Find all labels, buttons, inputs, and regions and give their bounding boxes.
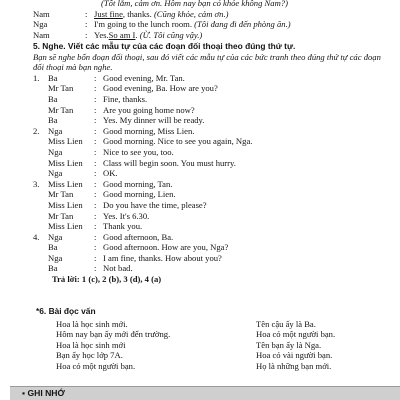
speaker: Mr Tan	[48, 189, 74, 200]
footer-label: GHI NHỚ	[27, 388, 65, 398]
top-translation-line: (Tốt lắm, cảm ơn. Hôm nay bạn có khỏe không Nam?)	[101, 0, 288, 8]
colon: :	[94, 83, 97, 94]
speaker: Miss Lien	[48, 199, 83, 210]
speaker: Mr Tan	[48, 83, 74, 94]
colon: :	[94, 168, 97, 179]
speaker: Miss Lien	[48, 221, 83, 232]
section-5-title: 5. Nghe. Viết các mẫu tự của các đoạn đối thoại theo đúng thứ tự.	[33, 41, 296, 51]
dialogue-line	[0, 189, 400, 200]
conversation-number	[0, 105, 48, 116]
line-text: I'm going to the lunch room.	[94, 19, 192, 30]
dialogue-line	[0, 253, 400, 264]
section-5-intro: Bạn sẽ nghe bốn đoạn đối thoại, sau đó viết các mẫu tự của các bức tranh theo đúng thứ tự các đoạn đối thoại mà bạn nghe.	[33, 51, 381, 73]
top-dialogue: (Tốt lắm, cảm ơn. Hôm nay bạn có khỏe không Nam?) Nam : Just fine , thanks. (Cũng khỏe, cảm ơn.) Nga : I'm going to the lunch room. (Tôi đang đi đến phòng ăn.) Nam : Yes. So am I . (Ừ. Tôi cũng vậy.)	[33, 0, 291, 40]
speaker: Nam	[33, 8, 50, 19]
line-text: Good morning, Tan.	[103, 178, 173, 189]
conversation-number	[0, 211, 48, 222]
colon: :	[94, 199, 97, 210]
passage-line-left: Hôm nay bạn ấy mới đến trường.	[56, 329, 171, 340]
dialogue-line	[0, 126, 400, 137]
conversation-number	[0, 115, 48, 126]
passage-line-left: Hoa là học sinh mới	[56, 339, 126, 350]
colon: :	[94, 231, 97, 242]
passage-line-right: Hoa có một người bạn.	[256, 329, 336, 340]
colon: :	[94, 189, 97, 200]
colon: :	[94, 115, 97, 126]
speaker: Ba	[48, 72, 58, 83]
line-text: Thank you.	[103, 221, 143, 232]
colon: :	[94, 136, 97, 147]
speaker: Nga	[48, 146, 63, 157]
speaker: Miss Lien	[48, 136, 83, 147]
underlined-phrase: So am I	[108, 29, 136, 40]
passage-line-right: Hoa có vài người bạn.	[256, 350, 333, 361]
conversation-number	[0, 242, 48, 253]
conversation-number	[0, 83, 48, 94]
line-text: Good evening, Mr. Tan.	[103, 72, 185, 83]
colon: :	[94, 125, 97, 136]
answer-line	[0, 274, 400, 285]
colon: :	[94, 178, 97, 189]
conversation-number: 3.	[33, 178, 40, 189]
line-text: Nice to see you, too.	[103, 146, 174, 157]
speaker: Nga	[33, 19, 48, 30]
passage-line-left: Hoa là học sinh mới.	[56, 318, 128, 329]
dialogue-line	[0, 115, 400, 126]
dialogue-line	[0, 105, 400, 116]
conversation-number	[0, 221, 48, 232]
speaker: Ba	[48, 93, 58, 104]
dialogue-line	[0, 94, 400, 105]
colon: :	[94, 93, 97, 104]
conversation-number	[0, 94, 48, 105]
line-text: Class will begin soon. You must hurry.	[103, 157, 236, 168]
speaker: Mr Tan	[48, 210, 74, 221]
translation: (Tôi đang đi đến phòng ăn.)	[194, 19, 291, 30]
passage-line-right: Họ là những bạn mới.	[256, 360, 332, 371]
line-text: Yes. My dinner will be ready.	[103, 115, 205, 126]
line-text: Good afternoon, Ba.	[103, 231, 174, 242]
conversation-number: 1.	[33, 72, 40, 83]
speaker: Mr Tan	[48, 104, 74, 115]
speaker: Nga	[48, 231, 63, 242]
passage-line-left: Hoa có một người bạn.	[56, 360, 136, 371]
speaker: Ba	[48, 115, 58, 126]
conversation-list	[0, 73, 400, 274]
dialogue-line	[0, 136, 400, 147]
line-text: , thanks.	[122, 8, 152, 19]
conversation-number: 4.	[33, 231, 40, 242]
conversation-number	[0, 263, 48, 274]
dialogue-line	[0, 242, 400, 253]
colon: :	[94, 221, 97, 232]
line-text: Good morning, Miss Lien.	[103, 125, 195, 136]
section-5	[0, 41, 400, 285]
dialogue-line	[0, 211, 400, 222]
passage-line-left: Bạn ấy học lớp 7A.	[56, 350, 123, 361]
line-text: Good evening, Ba. How are you?	[103, 83, 218, 94]
answer-value: 1 (c), 2 (b), 3 (d), 4 (a)	[81, 274, 162, 285]
line-text: Yes. It's 6.30.	[103, 210, 150, 221]
line-text: Good morning. Nice to see you again, Nga.	[103, 136, 253, 147]
colon: :	[94, 242, 97, 253]
conversation-number	[0, 189, 48, 200]
footer-bar	[10, 386, 400, 400]
translation: (Cũng khỏe, cảm ơn.)	[153, 8, 229, 19]
conversation-number	[0, 136, 48, 147]
colon: :	[94, 72, 97, 83]
colon: :	[94, 263, 97, 274]
speaker: Nga	[48, 168, 63, 179]
dialogue-line	[0, 83, 400, 94]
conversation-number: 2.	[33, 125, 40, 136]
section-6-title: *6. Bài đọc vấn	[36, 306, 96, 316]
line-text: Good afternoon. How are you, Nga?	[103, 242, 229, 253]
dialogue-line	[0, 200, 400, 211]
line-text: Do you have the time, please?	[103, 199, 207, 210]
passage-line-right: Tên cậu ấy là Ba.	[256, 318, 316, 329]
dialogue-line	[0, 147, 400, 158]
dialogue-line	[0, 179, 400, 190]
conversation-number	[0, 158, 48, 169]
reading-passage	[0, 319, 400, 372]
conversation-number	[0, 147, 48, 158]
bullet-icon: ▪	[22, 388, 26, 398]
underlined-phrase: Just fine	[94, 8, 123, 19]
section-6	[0, 306, 400, 372]
speaker: Nga	[48, 125, 63, 136]
dialogue-line	[0, 221, 400, 232]
speaker: Ba	[48, 242, 58, 253]
dialogue-line	[0, 232, 400, 243]
conversation-number	[0, 168, 48, 179]
translation: (Ừ. Tôi cũng vậy.)	[139, 29, 203, 40]
speaker: Miss Lien	[48, 157, 83, 168]
line-text: I am fine, thanks. How about you?	[103, 252, 222, 263]
speaker: Ba	[48, 263, 58, 274]
line-text: Fine, thanks.	[103, 93, 148, 104]
speaker: Nga	[48, 252, 63, 263]
dialogue-line	[0, 73, 400, 84]
line-text: Are you going home now?	[103, 104, 195, 115]
line-text: Yes.	[94, 29, 109, 40]
line-text: OK.	[103, 168, 118, 179]
speaker: Nam	[33, 29, 50, 40]
dialogue-line	[0, 158, 400, 169]
conversation-number	[0, 200, 48, 211]
colon: :	[94, 146, 97, 157]
dialogue-line	[0, 168, 400, 179]
colon: :	[94, 210, 97, 221]
colon: :	[94, 252, 97, 263]
colon: :	[94, 104, 97, 115]
dialogue-line	[0, 263, 400, 274]
colon: :	[94, 157, 97, 168]
passage-line-right: Tên bạn ấy là Nga.	[256, 339, 322, 350]
speaker: Miss Lien	[48, 178, 83, 189]
line-text: .	[135, 29, 138, 40]
conversation-number	[0, 253, 48, 264]
answer-label: Trả lời:	[52, 274, 80, 285]
line-text: Good morning, Lien.	[103, 189, 176, 200]
line-text: Not bad.	[103, 263, 133, 274]
